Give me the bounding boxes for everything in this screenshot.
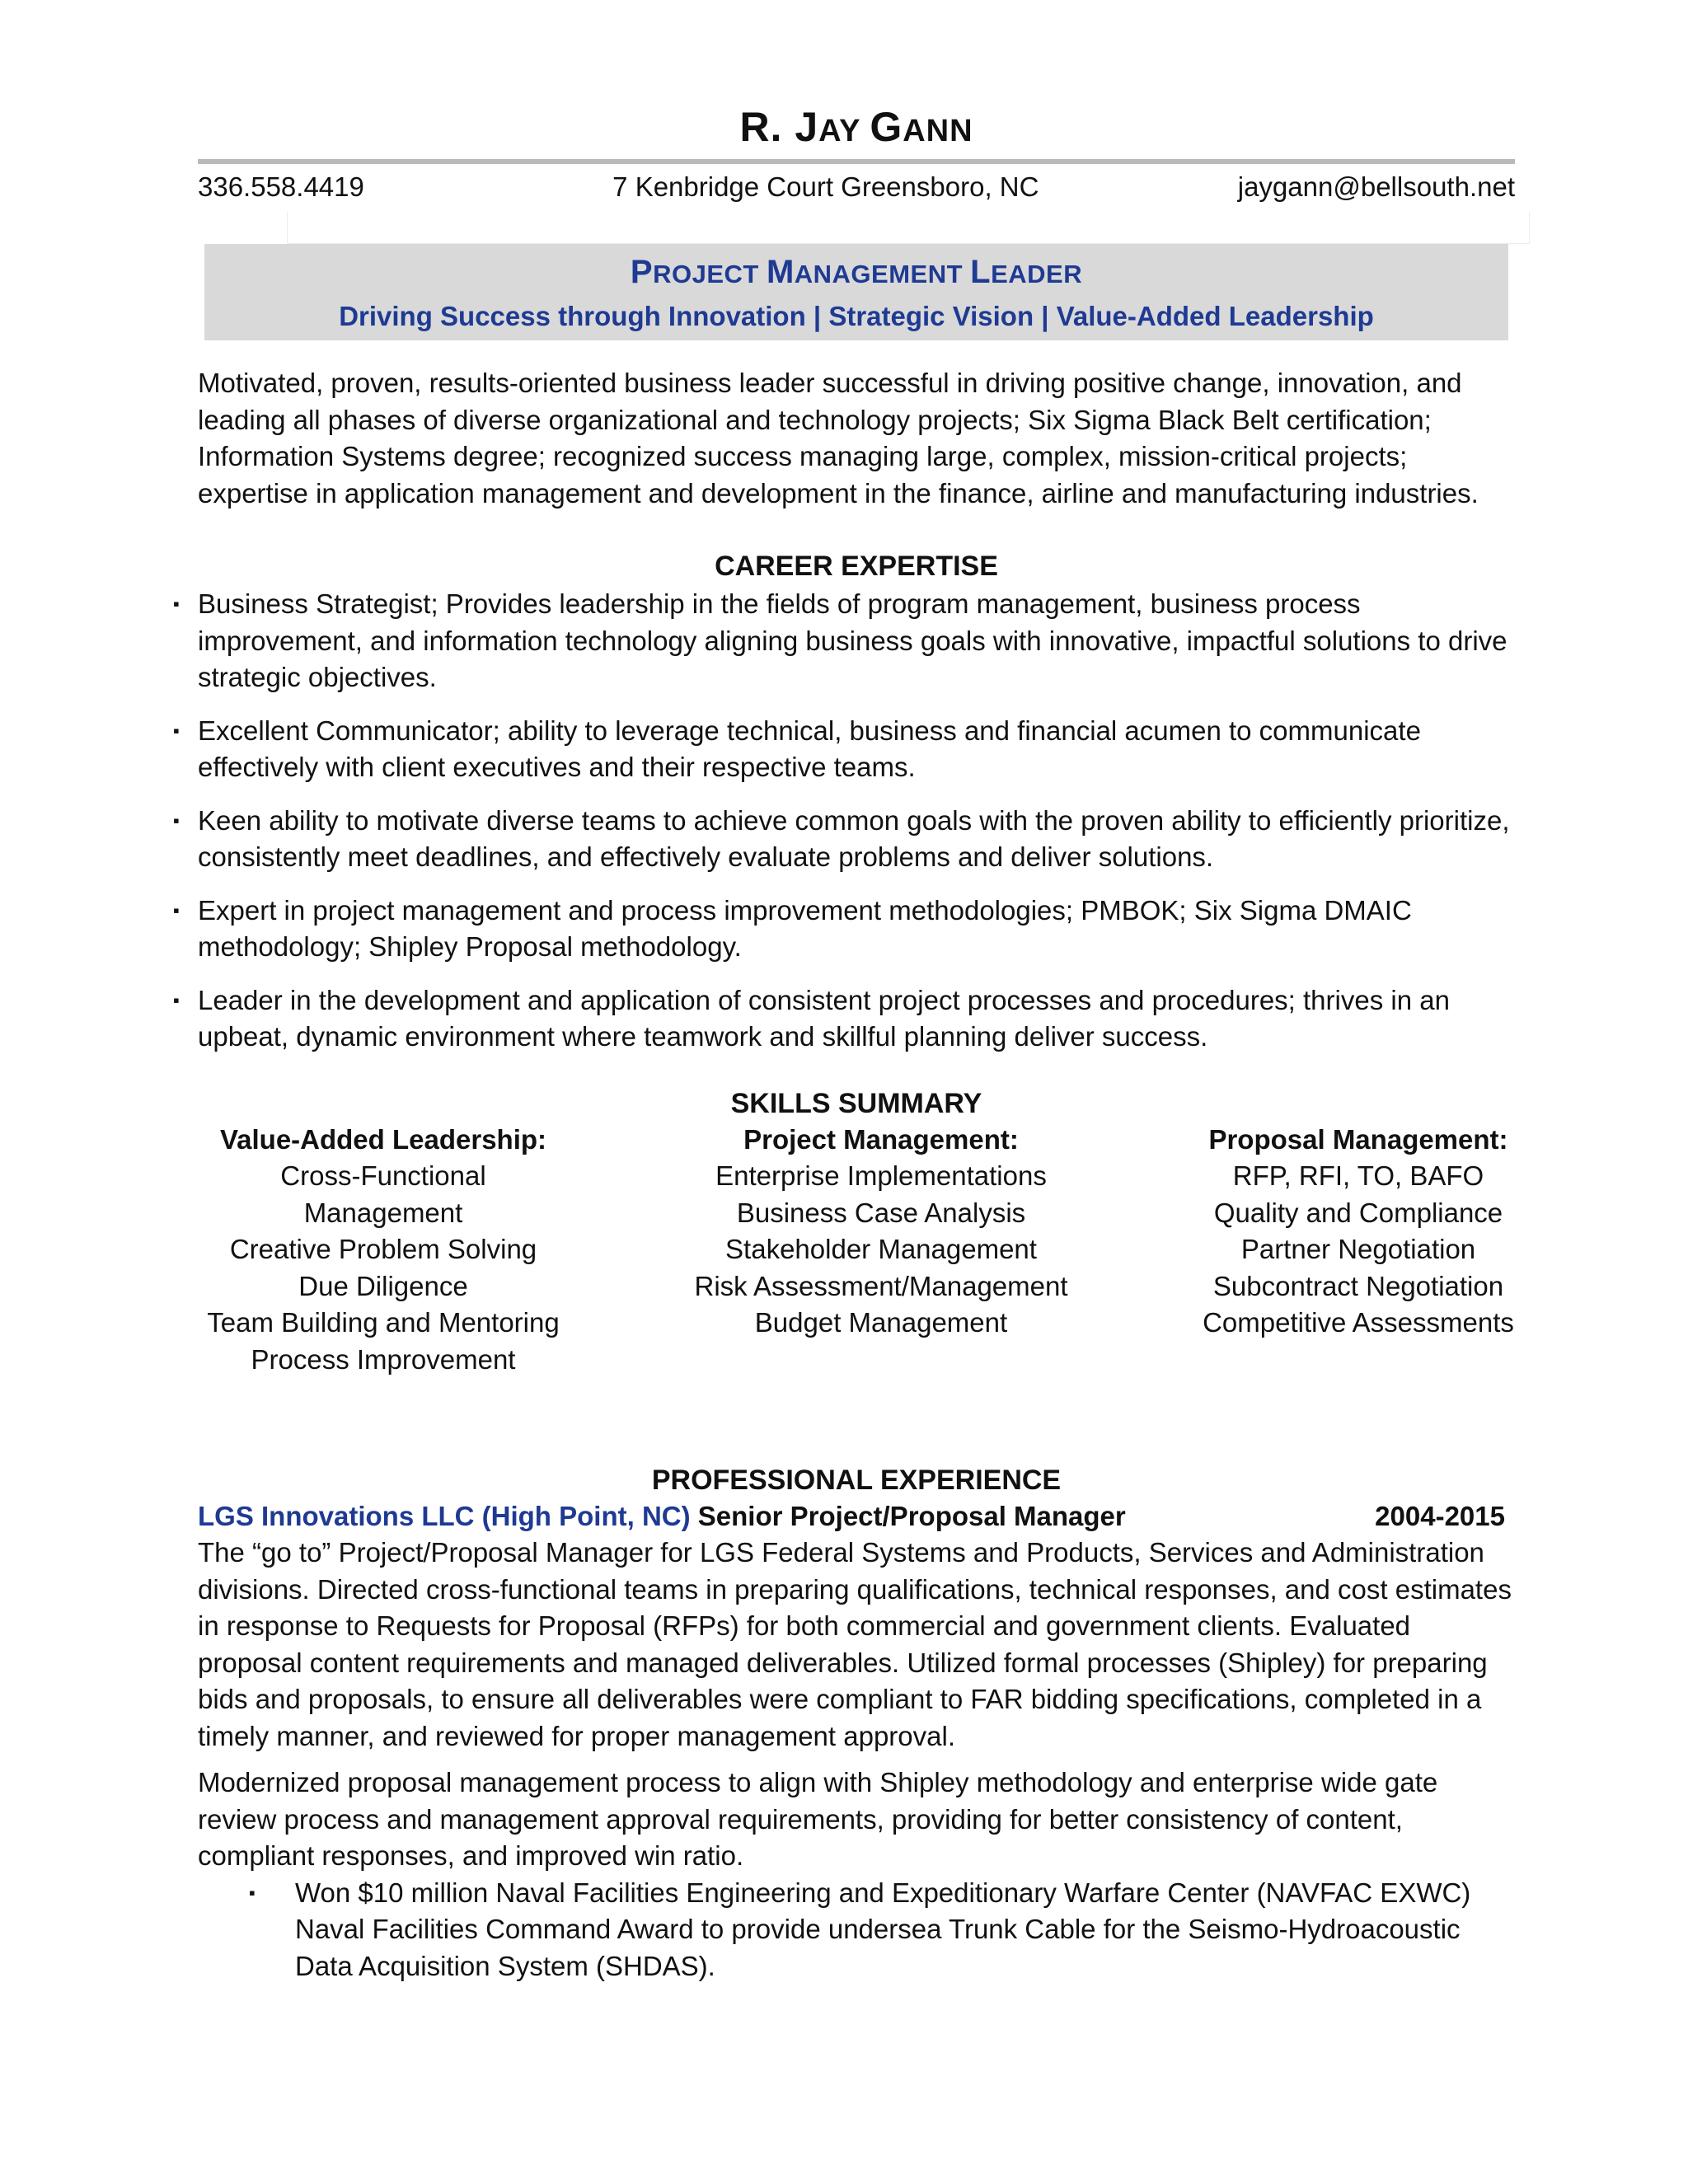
job-description: The “go to” Project/Proposal Manager for LGS Federal Systems and Products, Services and Administration divisions. Directed cross-functional teams in preparing qualifications, technical responses, and cost estimates in response to Requests for Proposal (RFPs) for both commercial and government clients. Evaluated proposal content requirements and managed deliverables. Utilized formal processes (Shipley) for preparing bids and proposals, to ensure all deliverables were compliant to FAR bidding specifications, completed in a timely manner, and reviewed for proper management approval. bbox=[198, 1537, 1512, 1751]
job-dates: 2004-2015 bbox=[1375, 1501, 1505, 1531]
skills-table bbox=[198, 1122, 1515, 1379]
skill-item: Cross-Functional Management bbox=[280, 1160, 486, 1228]
title-part: P bbox=[630, 254, 654, 290]
title-part: EADER bbox=[991, 260, 1083, 288]
list-item bbox=[173, 893, 1515, 966]
job-role: Senior Project/Proposal Manager bbox=[690, 1501, 1126, 1531]
title-part: L bbox=[970, 254, 992, 290]
email-address: jaygann@bellsouth.net bbox=[1237, 171, 1515, 202]
career-expertise-list bbox=[173, 586, 1515, 1056]
skill-item: RFP, RFI, TO, BAFO bbox=[1232, 1160, 1484, 1191]
career-expertise-heading: CAREER EXPERTISE bbox=[715, 551, 998, 582]
skills-column-title: Project Management: bbox=[743, 1123, 1019, 1155]
skill-item: Budget Management bbox=[754, 1307, 1008, 1338]
skill-item: Risk Assessment/Management bbox=[694, 1270, 1068, 1301]
list-item bbox=[173, 803, 1515, 876]
list-item-text: Excellent Communicator; ability to leverage technical, business and financial acumen to communicate effectively with client executives and their respective teams. bbox=[198, 715, 1421, 782]
bullet-icon: ▪ bbox=[249, 1882, 256, 1903]
bullet-icon: ▪ bbox=[173, 899, 180, 921]
list-item bbox=[173, 713, 1515, 786]
job-title-line bbox=[198, 1498, 1126, 1535]
list-item-text: Won $10 million Naval Facilities Engineering and Expeditionary Warfare Center (NAVFAC EXWC) Naval Facilities Command Award to provide undersea Trunk Cable for the Seismo-Hydroacoustic Data Acquisition System (SHDAS). bbox=[295, 1877, 1471, 1981]
skills-column-title: Value-Added Leadership: bbox=[219, 1123, 547, 1155]
bullet-icon: ▪ bbox=[173, 719, 180, 741]
job-header bbox=[198, 1498, 1515, 1535]
skills-column-proposal-management bbox=[1193, 1122, 1523, 1379]
skills-column-leadership bbox=[198, 1122, 569, 1379]
list-item bbox=[173, 982, 1515, 1056]
company-name: LGS Innovations LLC (High Point, NC) bbox=[198, 1501, 691, 1531]
skill-item: Business Case Analysis bbox=[736, 1197, 1026, 1228]
skill-item: Creative Problem Solving bbox=[229, 1234, 537, 1264]
list-item-text: Expert in project management and process improvement methodologies; PMBOK; Six Sigma DMAIC methodology; Shipley Proposal methodology. bbox=[198, 894, 1412, 962]
job-description: Modernized proposal management process to align with Shipley methodology and enterprise wide gate review process and management approval requirements, providing for better consistency of content, compliant responses, and improved win ratio. bbox=[198, 1767, 1438, 1871]
professional-experience-heading: PROFESSIONAL EXPERIENCE bbox=[651, 1465, 1062, 1496]
title-part: ANAGEMENT bbox=[794, 260, 971, 288]
skill-item: Quality and Compliance bbox=[1213, 1197, 1503, 1228]
name-part: G bbox=[870, 104, 903, 150]
skills-column-title: Proposal Management: bbox=[1208, 1123, 1508, 1155]
address: 7 Kenbridge Court Greensboro, NC bbox=[612, 171, 1039, 202]
skill-item: Competitive Assessments bbox=[1203, 1307, 1514, 1338]
name-part: R. J bbox=[739, 104, 819, 150]
job-achievements-list bbox=[198, 1875, 1515, 1985]
skill-item: Process Improvement bbox=[251, 1343, 516, 1375]
bullet-icon: ▪ bbox=[173, 809, 180, 831]
skill-item: Enterprise Implementations bbox=[715, 1160, 1047, 1191]
professional-summary: Motivated, proven, results-oriented business leader successful in driving positive change, innovation, and leading all phases of diverse organizational and technology projects; Six Sigma Black Belt certification; Information Systems degree; recognized success managing large, complex, mission-critical projects; expertise in application management and development in the finance, airline and manufacturing industries. bbox=[198, 368, 1479, 509]
name-part: ANN bbox=[903, 114, 973, 148]
title-part: ROJECT bbox=[653, 260, 767, 288]
list-item-text: Business Strategist; Provides leadership in the fields of program management, business process improvement, and information technology aligning business goals with innovative, impactful solutions to drive strategic objectives. bbox=[198, 588, 1507, 692]
headline-title bbox=[204, 249, 1508, 298]
skill-item: Partner Negotiation bbox=[1240, 1234, 1476, 1264]
skill-item: Stakeholder Management bbox=[725, 1234, 1037, 1264]
list-item bbox=[173, 586, 1515, 696]
faint-divider-box bbox=[287, 212, 1530, 244]
list-item-text: Keen ability to motivate diverse teams to achieve common goals with the proven ability to efficiently prioritize, consistently meet deadlines, and effectively evaluate problems and deliver solutions. bbox=[198, 804, 1510, 872]
headline-banner bbox=[204, 244, 1508, 340]
resume-page bbox=[173, 0, 1515, 1985]
skill-item: Team Building and Mentoring bbox=[207, 1307, 560, 1338]
bullet-icon: ▪ bbox=[173, 593, 180, 614]
skill-item: Due Diligence bbox=[298, 1270, 468, 1301]
name-part: AY bbox=[818, 114, 870, 148]
skills-summary-heading: SKILLS SUMMARY bbox=[730, 1087, 982, 1119]
list-item bbox=[249, 1875, 1515, 1985]
headline-subtitle: Driving Success through Innovation | Strategic Vision | Value-Added Leadership bbox=[339, 301, 1374, 331]
contact-line bbox=[198, 169, 1515, 205]
header-divider bbox=[198, 159, 1515, 164]
phone-number: 336.558.4419 bbox=[198, 171, 364, 202]
skills-column-project-management bbox=[683, 1122, 1079, 1379]
skill-item: Subcontract Negotiation bbox=[1212, 1270, 1504, 1301]
title-part: M bbox=[766, 254, 795, 290]
bullet-icon: ▪ bbox=[173, 989, 180, 1010]
list-item-text: Leader in the development and application of consistent project processes and procedures; thrives in an upbeat, dynamic environment where teamwork and skillful planning deliver success. bbox=[198, 984, 1450, 1052]
candidate-name bbox=[198, 102, 1515, 156]
